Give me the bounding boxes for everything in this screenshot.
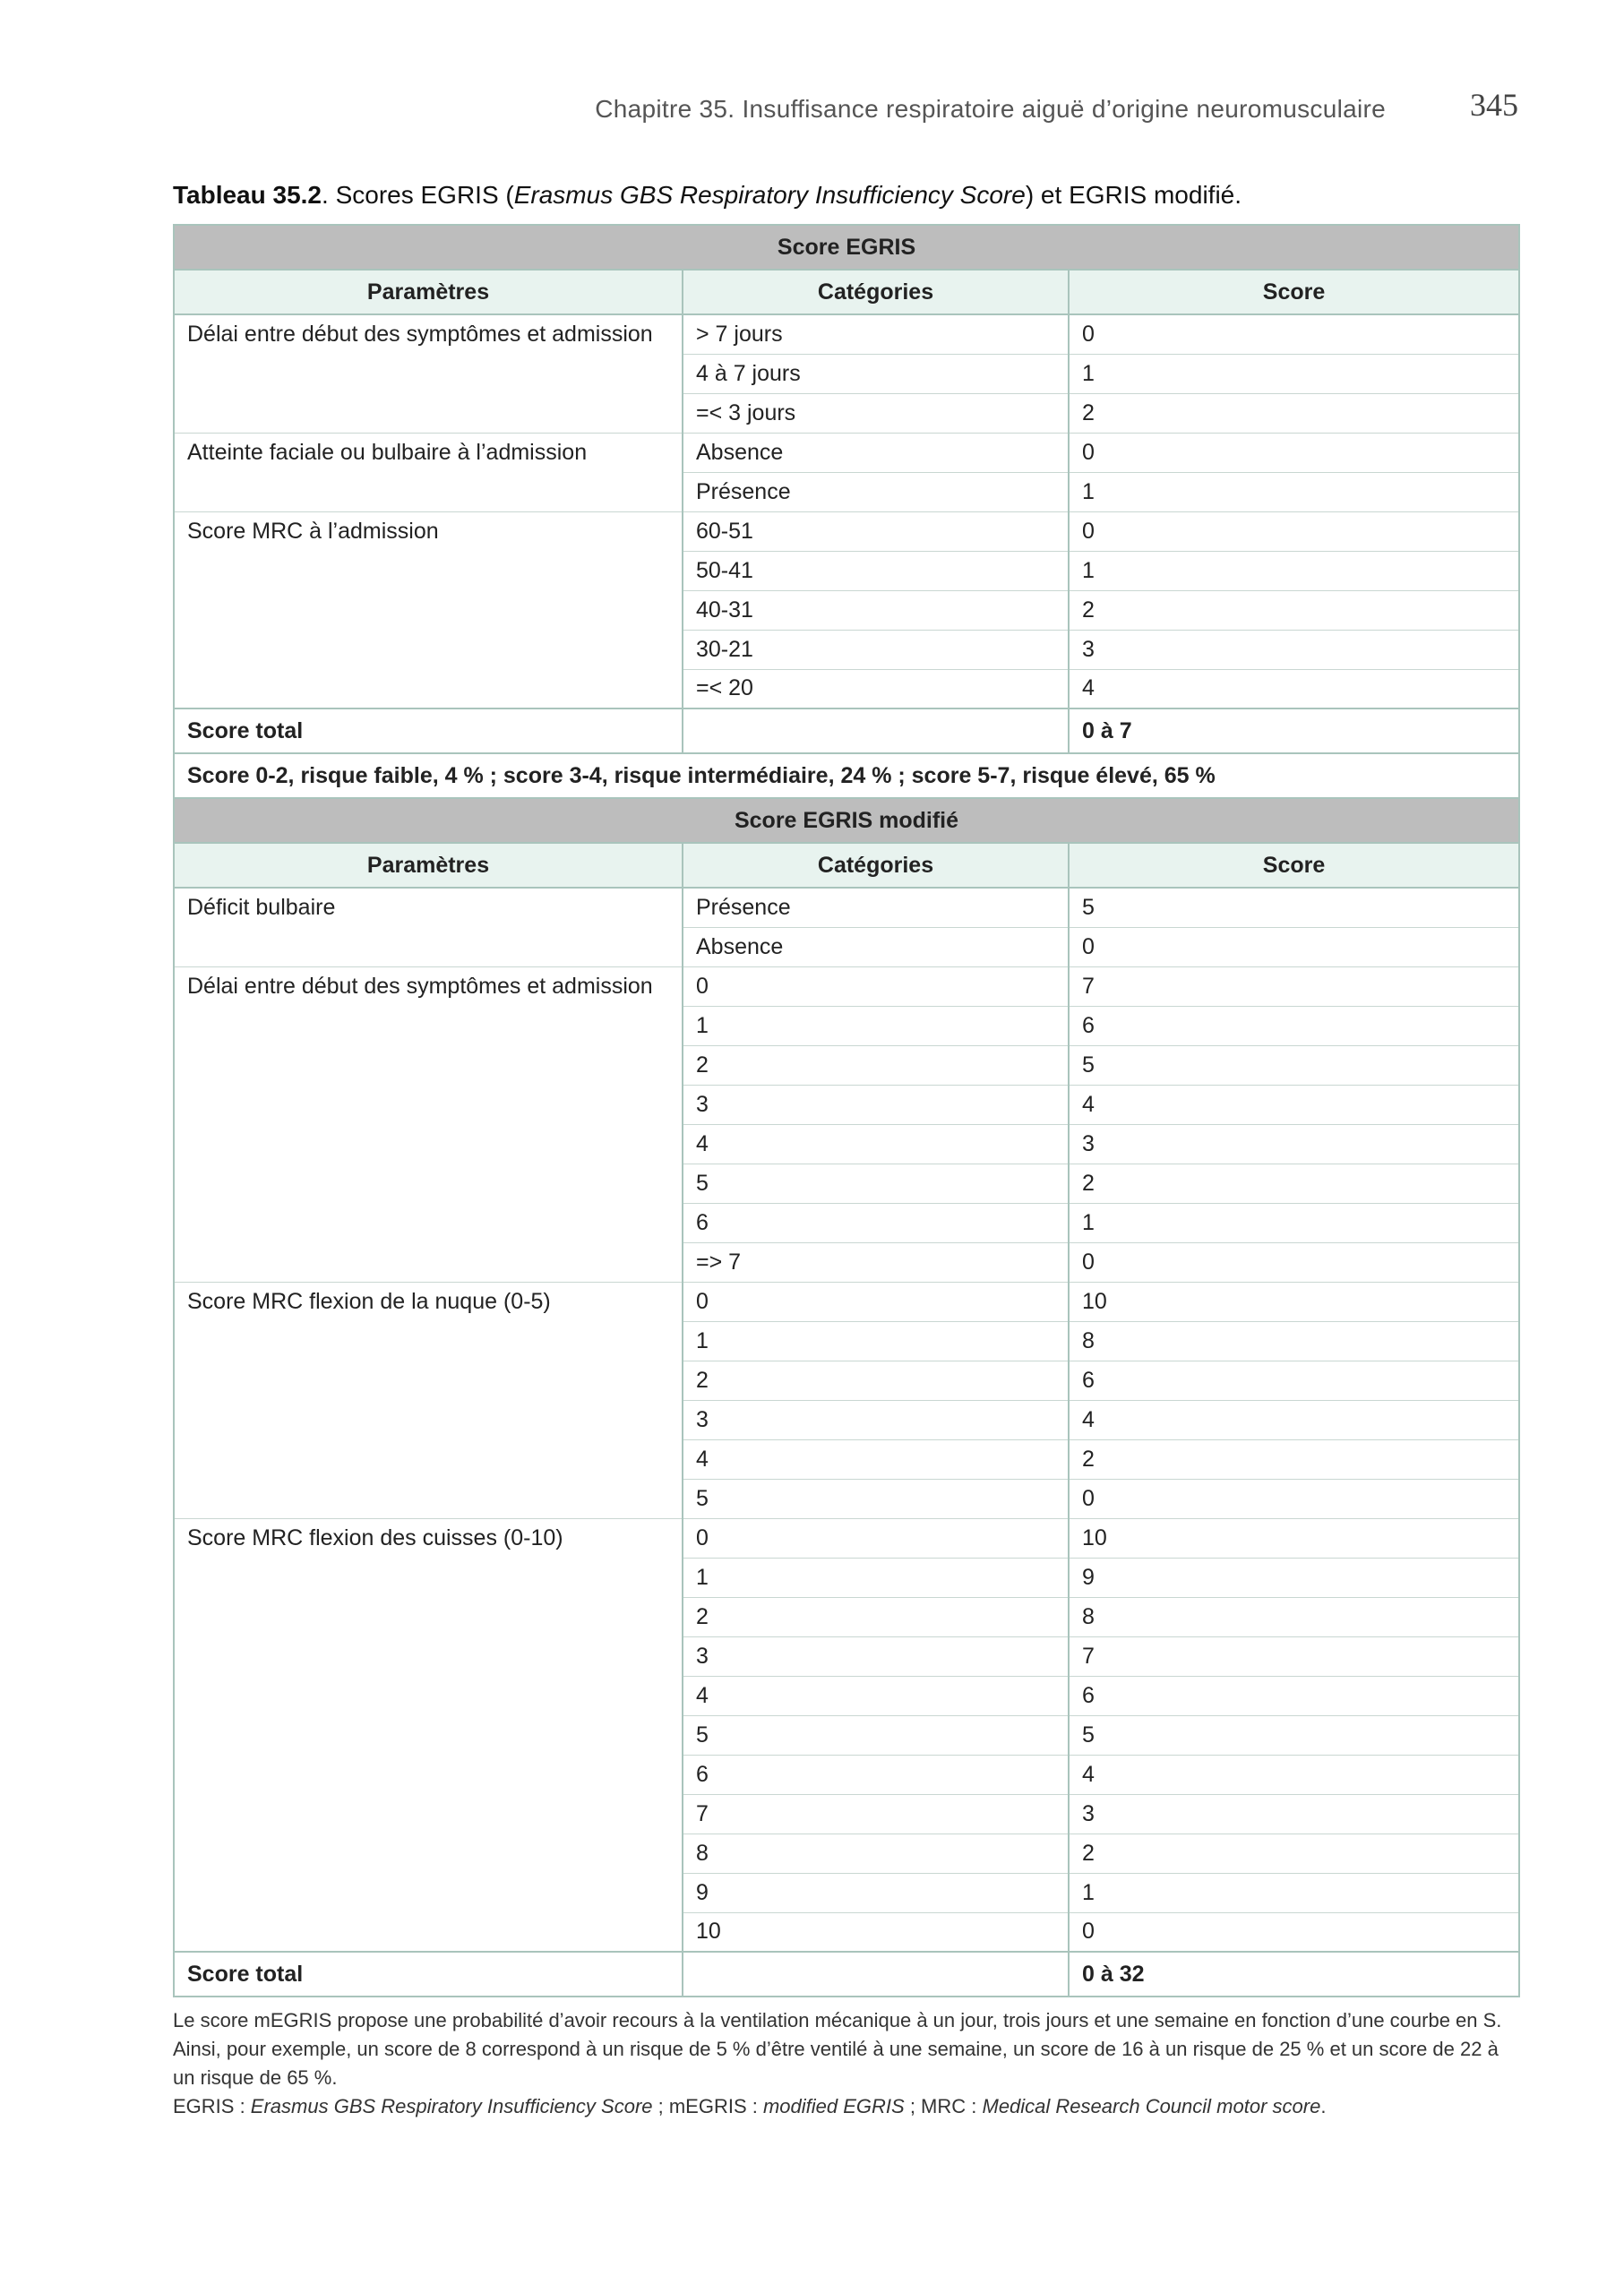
table-row	[174, 511, 1519, 551]
category-cell: Présence	[683, 888, 1069, 927]
parameter-cell	[174, 1597, 683, 1636]
parameter-cell	[174, 1873, 683, 1912]
table-row	[174, 1715, 1519, 1755]
score-cell: 0	[1069, 1912, 1519, 1952]
category-cell: 0	[683, 1518, 1069, 1558]
score-cell: 0	[1069, 314, 1519, 354]
table-row	[174, 1636, 1519, 1676]
footnote-abbreviations	[173, 2092, 1517, 2121]
column-header-parametres: Paramètres	[174, 270, 683, 314]
score-cell: 5	[1069, 1045, 1519, 1085]
score-cell: 7	[1069, 1636, 1519, 1676]
category-cell: 4	[683, 1439, 1069, 1479]
parameter-cell	[174, 1203, 683, 1242]
parameter-cell	[174, 1834, 683, 1873]
abbr-egris-value: Erasmus GBS Respiratory Insufficiency Score	[250, 2095, 653, 2117]
score-cell: 10	[1069, 1282, 1519, 1321]
category-cell: 30-21	[683, 630, 1069, 669]
category-cell: 6	[683, 1203, 1069, 1242]
total-label: Score total	[174, 709, 683, 753]
egris-column-headers	[174, 270, 1519, 314]
parameter-cell	[174, 1085, 683, 1124]
category-cell: > 7 jours	[683, 314, 1069, 354]
parameter-cell	[174, 1676, 683, 1715]
egris-total-row	[174, 709, 1519, 753]
table-row	[174, 1045, 1519, 1085]
score-cell: 2	[1069, 1164, 1519, 1203]
category-cell: 2	[683, 1597, 1069, 1636]
category-cell: =< 3 jours	[683, 393, 1069, 433]
table-footnote	[173, 2006, 1517, 2121]
parameter-cell	[174, 1558, 683, 1597]
score-cell: 3	[1069, 1794, 1519, 1834]
score-cell: 1	[1069, 551, 1519, 590]
score-cell: 4	[1069, 669, 1519, 709]
parameter-cell	[174, 1715, 683, 1755]
column-header-categories: Catégories	[683, 270, 1069, 314]
table-row	[174, 1203, 1519, 1242]
score-cell: 4	[1069, 1400, 1519, 1439]
table-row	[174, 1282, 1519, 1321]
parameter-cell	[174, 472, 683, 511]
megris-section-header	[174, 798, 1519, 843]
table-row	[174, 1400, 1519, 1439]
category-cell: Absence	[683, 433, 1069, 472]
abbr-end: .	[1320, 2095, 1327, 2117]
score-cell: 6	[1069, 1006, 1519, 1045]
category-cell: 10	[683, 1912, 1069, 1952]
score-cell: 2	[1069, 1439, 1519, 1479]
score-cell: 2	[1069, 590, 1519, 630]
parameter-cell: Déficit bulbaire	[174, 888, 683, 927]
table-row	[174, 1085, 1519, 1124]
parameter-cell	[174, 393, 683, 433]
score-cell: 7	[1069, 966, 1519, 1006]
table-row	[174, 1794, 1519, 1834]
column-header-score: Score	[1069, 270, 1519, 314]
parameter-cell	[174, 1479, 683, 1518]
egris-risk-row	[174, 753, 1519, 798]
category-cell: =< 20	[683, 669, 1069, 709]
score-cell: 0	[1069, 1479, 1519, 1518]
table-row	[174, 354, 1519, 393]
abbr-mrc-value: Medical Research Council motor score	[982, 2095, 1321, 2117]
score-cell: 3	[1069, 1124, 1519, 1164]
score-cell: 5	[1069, 1715, 1519, 1755]
score-cell: 0	[1069, 511, 1519, 551]
parameter-cell	[174, 1006, 683, 1045]
score-cell: 0	[1069, 433, 1519, 472]
category-cell: 5	[683, 1479, 1069, 1518]
score-cell: 1	[1069, 354, 1519, 393]
score-cell: 1	[1069, 472, 1519, 511]
score-cell: 0	[1069, 1242, 1519, 1282]
column-header-categories: Catégories	[683, 843, 1069, 888]
category-cell: 0	[683, 966, 1069, 1006]
footnote-paragraph: Le score mEGRIS propose une probabilité d’avoir recours à la ventilation mécanique à un jour, trois jours et une semaine en fonction d’une courbe en S. Ainsi, pour exemple, un score de 8 correspond à un risque de 5 % d’être ventilé à une semaine, un score de 16 à un risque de 25 % et un score de 22 à un risque de 65 %.	[173, 2009, 1502, 2089]
category-cell: 40-31	[683, 590, 1069, 630]
parameter-cell: Score MRC à l’admission	[174, 511, 683, 551]
category-cell: 1	[683, 1006, 1069, 1045]
parameter-cell	[174, 551, 683, 590]
parameter-cell	[174, 1124, 683, 1164]
score-cell: 1	[1069, 1203, 1519, 1242]
total-label: Score total	[174, 1952, 683, 1997]
table-row	[174, 1124, 1519, 1164]
category-cell: 5	[683, 1715, 1069, 1755]
abbr-megris-label: ; mEGRIS :	[652, 2095, 763, 2117]
parameter-cell	[174, 927, 683, 966]
parameter-cell	[174, 1755, 683, 1794]
parameter-cell	[174, 1912, 683, 1952]
table-row	[174, 314, 1519, 354]
table-row	[174, 1242, 1519, 1282]
table-row	[174, 630, 1519, 669]
category-cell: 3	[683, 1400, 1069, 1439]
table-row	[174, 888, 1519, 927]
caption-text-after: ) et EGRIS modifié.	[1025, 181, 1242, 209]
parameter-cell	[174, 590, 683, 630]
parameter-cell	[174, 354, 683, 393]
category-cell: 3	[683, 1085, 1069, 1124]
parameter-cell: Score MRC flexion de la nuque (0-5)	[174, 1282, 683, 1321]
parameter-cell	[174, 1439, 683, 1479]
parameter-cell: Délai entre début des symptômes et admission	[174, 966, 683, 1006]
category-cell: 7	[683, 1794, 1069, 1834]
table-row	[174, 472, 1519, 511]
category-cell: => 7	[683, 1242, 1069, 1282]
table-caption	[173, 181, 1242, 210]
megris-total-row	[174, 1952, 1519, 1997]
category-cell: 60-51	[683, 511, 1069, 551]
total-value: 0 à 32	[1069, 1952, 1519, 1997]
table-row	[174, 927, 1519, 966]
parameter-cell	[174, 1794, 683, 1834]
abbr-megris-value: modified EGRIS	[762, 2095, 905, 2117]
category-cell: Présence	[683, 472, 1069, 511]
table-row	[174, 1439, 1519, 1479]
category-cell: 1	[683, 1321, 1069, 1361]
parameter-cell	[174, 1321, 683, 1361]
egris-table	[173, 224, 1520, 1997]
category-cell: 2	[683, 1045, 1069, 1085]
total-empty-cell	[683, 1952, 1069, 1997]
category-cell: 4 à 7 jours	[683, 354, 1069, 393]
table-row	[174, 1479, 1519, 1518]
score-cell: 1	[1069, 1873, 1519, 1912]
score-cell: 0	[1069, 927, 1519, 966]
column-header-score: Score	[1069, 843, 1519, 888]
parameter-cell	[174, 630, 683, 669]
score-cell: 6	[1069, 1676, 1519, 1715]
table-label: Tableau 35.2	[173, 181, 322, 209]
table-row	[174, 433, 1519, 472]
running-head	[170, 86, 1518, 140]
table-row	[174, 551, 1519, 590]
category-cell: 4	[683, 1676, 1069, 1715]
category-cell: 1	[683, 1558, 1069, 1597]
score-cell: 8	[1069, 1321, 1519, 1361]
table-row	[174, 590, 1519, 630]
table-row	[174, 1873, 1519, 1912]
score-cell: 8	[1069, 1597, 1519, 1636]
abbr-egris-label: EGRIS :	[173, 2095, 251, 2117]
table-row	[174, 1164, 1519, 1203]
egris-section-title: Score EGRIS	[174, 225, 1519, 270]
score-cell: 5	[1069, 888, 1519, 927]
table-row	[174, 1321, 1519, 1361]
parameter-cell: Atteinte faciale ou bulbaire à l’admission	[174, 433, 683, 472]
table-row	[174, 1558, 1519, 1597]
parameter-cell	[174, 1045, 683, 1085]
category-cell: Absence	[683, 927, 1069, 966]
table-row	[174, 1676, 1519, 1715]
table-row	[174, 1518, 1519, 1558]
score-cell: 9	[1069, 1558, 1519, 1597]
table-row	[174, 1361, 1519, 1400]
page-number: 345	[1470, 87, 1518, 123]
table-row	[174, 393, 1519, 433]
table-row	[174, 669, 1519, 709]
score-cell: 4	[1069, 1085, 1519, 1124]
parameter-cell: Délai entre début des symptômes et admission	[174, 314, 683, 354]
category-cell: 3	[683, 1636, 1069, 1676]
parameter-cell: Score MRC flexion des cuisses (0-10)	[174, 1518, 683, 1558]
score-cell: 2	[1069, 393, 1519, 433]
category-cell: 50-41	[683, 551, 1069, 590]
megris-column-headers	[174, 843, 1519, 888]
score-cell: 3	[1069, 630, 1519, 669]
table-row	[174, 966, 1519, 1006]
category-cell: 5	[683, 1164, 1069, 1203]
table-row	[174, 1834, 1519, 1873]
table-row	[174, 1755, 1519, 1794]
parameter-cell	[174, 1400, 683, 1439]
running-title: Chapitre 35. Insuffisance respiratoire aiguë d’origine neuromusculaire	[595, 95, 1386, 123]
score-cell: 2	[1069, 1834, 1519, 1873]
parameter-cell	[174, 1361, 683, 1400]
category-cell: 0	[683, 1282, 1069, 1321]
table-row	[174, 1597, 1519, 1636]
category-cell: 6	[683, 1755, 1069, 1794]
caption-italic: Erasmus GBS Respiratory Insufficiency Score	[513, 181, 1026, 209]
parameter-cell	[174, 669, 683, 709]
egris-section-header	[174, 225, 1519, 270]
megris-section-title: Score EGRIS modifié	[174, 798, 1519, 843]
score-cell: 4	[1069, 1755, 1519, 1794]
category-cell: 9	[683, 1873, 1069, 1912]
parameter-cell	[174, 1242, 683, 1282]
score-cell: 10	[1069, 1518, 1519, 1558]
table-row	[174, 1912, 1519, 1952]
total-value: 0 à 7	[1069, 709, 1519, 753]
caption-text-before: . Scores EGRIS (	[322, 181, 514, 209]
parameter-cell	[174, 1636, 683, 1676]
score-cell: 6	[1069, 1361, 1519, 1400]
risk-note: Score 0-2, risque faible, 4 % ; score 3-4, risque intermédiaire, 24 % ; score 5-7, risque élevé, 65 %	[174, 753, 1519, 798]
category-cell: 8	[683, 1834, 1069, 1873]
category-cell: 2	[683, 1361, 1069, 1400]
category-cell: 4	[683, 1124, 1069, 1164]
parameter-cell	[174, 1164, 683, 1203]
abbr-mrc-label: ; MRC :	[904, 2095, 983, 2117]
table-row	[174, 1006, 1519, 1045]
column-header-parametres: Paramètres	[174, 843, 683, 888]
total-empty-cell	[683, 709, 1069, 753]
